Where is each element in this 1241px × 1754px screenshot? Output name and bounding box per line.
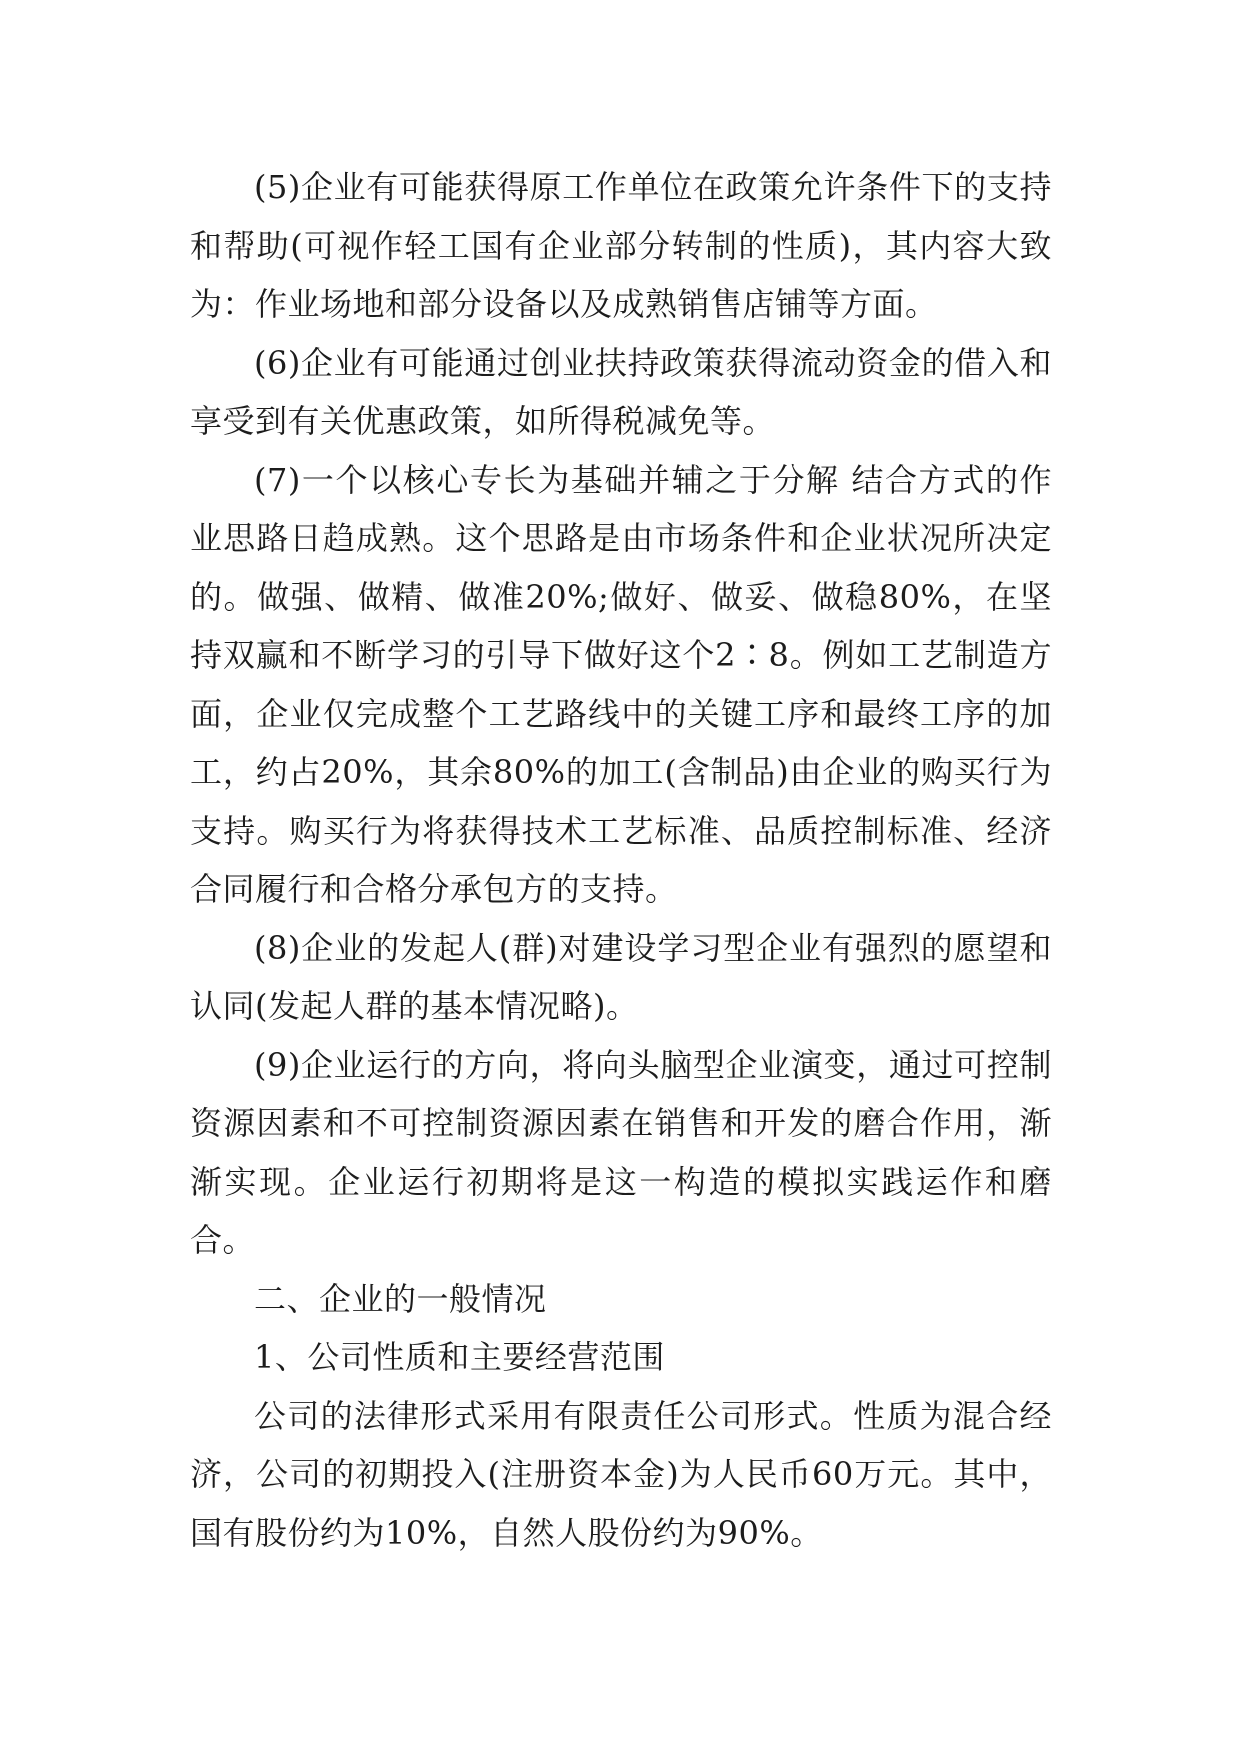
paragraph-item-7: (7)一个以核心专长为基础并辅之于分解 结合方式的作业思路日趋成熟。这个思路是由市场条件和企业状况所决定的。做强、做精、做准20%;做好、做妥、做稳80%，在坚持双赢和不断学习的引导下做好这个2∶8。例如工艺制造方面，企业仅完成整个工艺路线中的关键工序和最终工序的加工，约占20%，其余80%的加工(含制品)由企业的购买行为支持。购买行为将获得技术工艺标准、品质控制标准、经济合同履行和合格分承包方的支持。 bbox=[190, 460, 1052, 908]
subsection-heading: 1、公司性质和主要经营范围 bbox=[254, 1338, 665, 1376]
document-body bbox=[190, 158, 1052, 1562]
paragraph-company-nature: 公司的法律形式采用有限责任公司形式。性质为混合经济，公司的初期投入(注册资本金)为人民币60万元。其中，国有股份约为10%，自然人股份约为90%。 bbox=[190, 1396, 1052, 1552]
paragraph-item-5: (5)企业有可能获得原工作单位在政策允许条件下的支持和帮助(可视作轻工国有企业部分转制的性质)，其内容大致为：作业场地和部分设备以及成熟销售店铺等方面。 bbox=[190, 168, 1052, 323]
section-heading: 二、企业的一般情况 bbox=[254, 1279, 547, 1318]
paragraph-item-8: (8)企业的发起人(群)对建设学习型企业有强烈的愿望和认同(发起人群的基本情况略)。 bbox=[190, 928, 1052, 1025]
paragraph-item-6: (6)企业有可能通过创业扶持政策获得流动资金的借入和享受到有关优惠政策，如所得税减免等。 bbox=[190, 343, 1052, 440]
paragraph-item-9: (9)企业运行的方向，将向头脑型企业演变，通过可控制资源因素和不可控制资源因素在销售和开发的磨合作用，渐渐实现。企业运行初期将是这一构造的模拟实践运作和磨合。 bbox=[190, 1045, 1052, 1259]
